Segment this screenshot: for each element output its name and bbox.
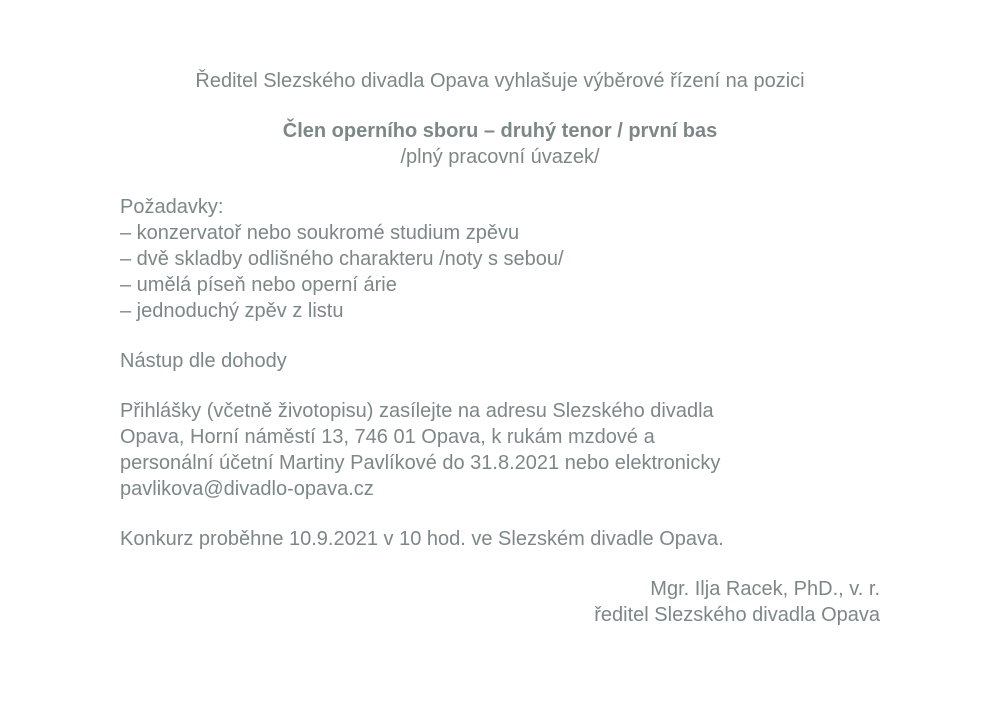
start-date-text: Nástup dle dohody xyxy=(120,350,287,372)
requirement-item: – jednoduchý zpěv z listu xyxy=(120,300,344,322)
requirement-item: – umělá píseň nebo operní árie xyxy=(120,274,397,296)
requirement-item: – dvě skladby odlišného charakteru /noty s sebou/ xyxy=(120,248,564,270)
position-title: Člen operního sboru – druhý tenor / první bas xyxy=(282,120,718,142)
signature-name: Mgr. Ilja Racek, PhD., v. r. xyxy=(650,578,880,600)
application-line: personální účetní Martiny Pavlíkové do 31.8.2021 nebo elektronicky xyxy=(120,452,721,474)
intro-text: Ředitel Slezského divadla Opava vyhlašuje výběrové řízení na pozici xyxy=(195,70,805,92)
signature-role: ředitel Slezského divadla Opava xyxy=(594,604,880,626)
audition-text: Konkurz proběhne 10.9.2021 v 10 hod. ve Slezském divadle Opava. xyxy=(120,528,724,550)
requirements-heading: Požadavky: xyxy=(120,196,224,218)
application-line: Přihlášky (včetně životopisu) zasílejte na adresu Slezského divadla xyxy=(120,400,714,422)
contact-email: pavlikova@divadlo-opava.cz xyxy=(120,478,374,500)
position-type: /plný pracovní úvazek/ xyxy=(400,146,600,168)
application-line: Opava, Horní náměstí 13, 746 01 Opava, k rukám mzdové a xyxy=(120,426,655,448)
requirement-item: – konzervatoř nebo soukromé studium zpěvu xyxy=(120,222,520,244)
